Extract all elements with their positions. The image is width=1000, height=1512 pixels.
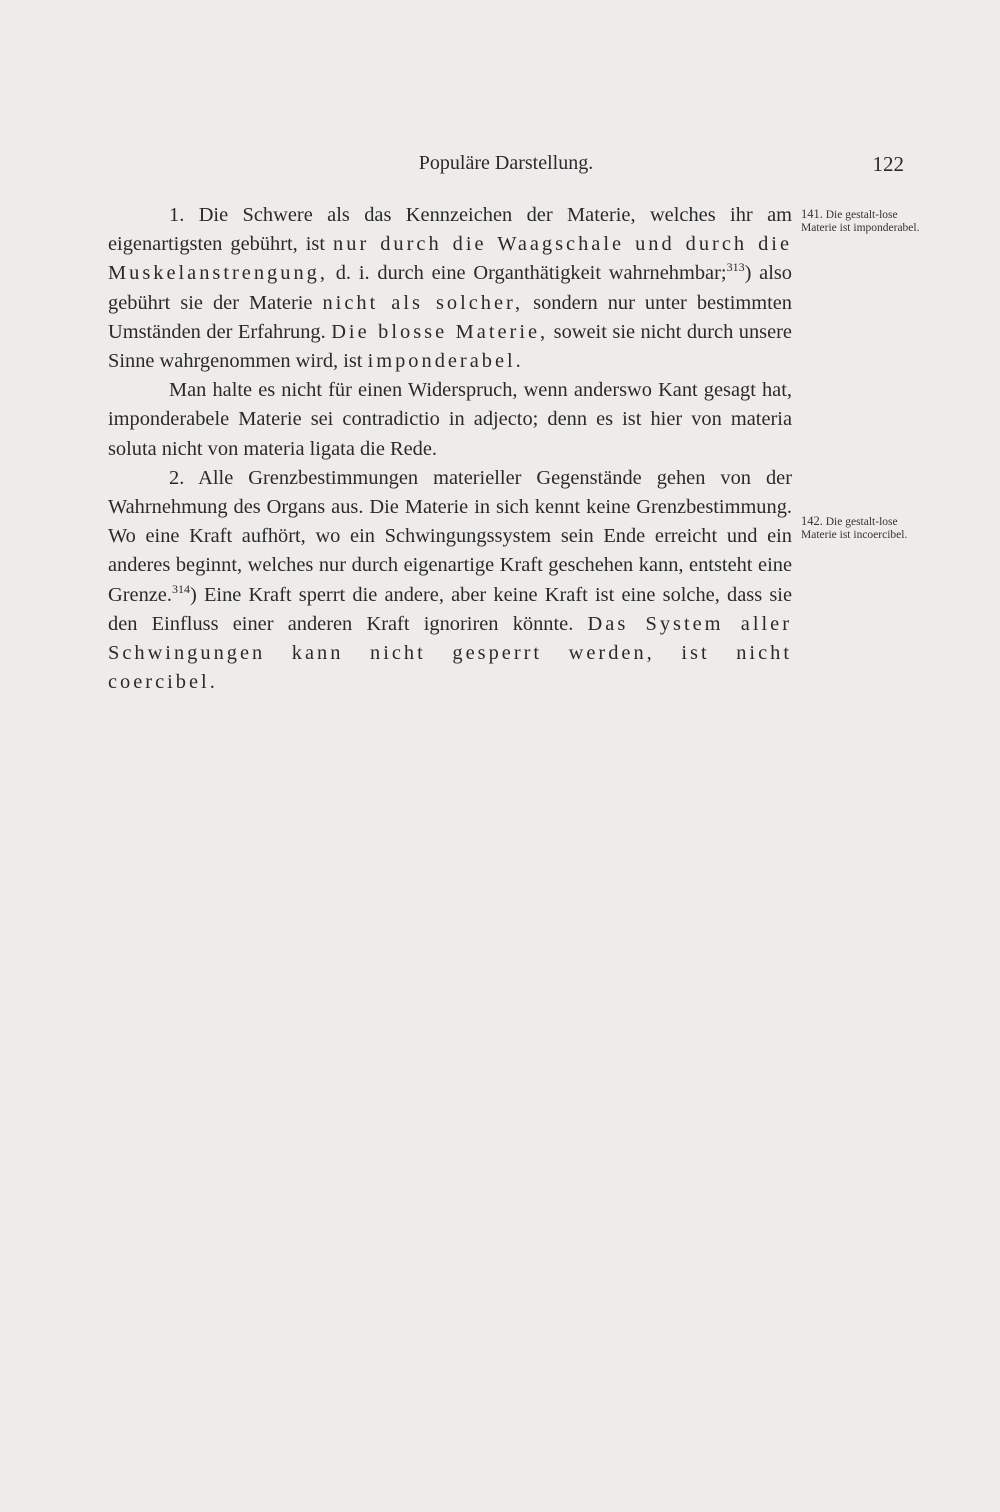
footnote-ref: 313 — [726, 260, 745, 275]
margin-note-text: Die gestalt-lose Materie ist incoercibel. — [801, 516, 908, 541]
text-run: 1. Die Schwere als das Kennzeichen der Materie, welches ihr am eigenartigsten gebührt, ist — [108, 204, 792, 256]
running-title: Populäre Darstellung. — [418, 152, 594, 174]
text-run: 2. Alle Grenzbestimmungen materieller Gegenstände gehen von der Wahrnehmung des Organs aus. Die Materie in sich kennt keine Grenzbestimmung. Wo eine Kraft aufhört, wo ein Schwingungssystem sein Ende erreicht und ein anderes beginnt, welches nur durch eigenartige Kraft geschehen kann, entsteht eine Grenze. — [108, 466, 792, 606]
margin-note-number: 142. — [801, 514, 823, 528]
text-run: soweit sie nicht durch unsere Sinne wahrgenommen wird, ist — [108, 320, 792, 373]
text-run: sondern nur unter bestimmten Umständen der Erfahrung. — [108, 291, 792, 343]
spaced-emphasis: imponderabel. — [367, 350, 524, 373]
text-run: ) also gebührt sie der Materie — [108, 262, 792, 314]
paragraph-1 — [108, 201, 792, 376]
margin-note-142 — [801, 515, 921, 541]
spaced-emphasis: Das System aller Schwingungen kann nicht gesperrt werden, ist nicht coercibel. — [108, 612, 792, 694]
margin-note-number: 141. — [801, 207, 823, 221]
text-run: d. i. durch eine Organthätigkeit wahrnehmbar; — [327, 262, 727, 285]
footnote-ref: 314 — [171, 581, 190, 596]
page-number: 122 — [872, 152, 904, 176]
margin-note-141 — [801, 208, 921, 234]
text-run: ) Eine Kraft sperrt die andere, aber keine Kraft ist eine solche, dass sie den Einfluss einer anderen Kraft ignoriren könnte. — [108, 583, 792, 635]
main-text — [108, 201, 792, 697]
spaced-emphasis: Die blosse Materie, — [331, 320, 549, 343]
paragraph-3 — [108, 464, 792, 698]
spaced-emphasis: nur durch die Waagschale und durch die Muskelanstrengung, — [108, 233, 793, 285]
paragraph-2: Man halte es nicht für einen Widerspruch, wenn anderswo Kant gesagt hat, imponderabele Materie sei contradictio in adjecto; denn es ist hier von materia soluta nicht von materia ligata die Rede. — [108, 379, 792, 460]
margin-note-text: Die gestalt-lose Materie ist imponderabel. — [801, 209, 920, 234]
page-header — [108, 152, 904, 182]
spaced-emphasis: nicht als solcher, — [322, 291, 524, 314]
